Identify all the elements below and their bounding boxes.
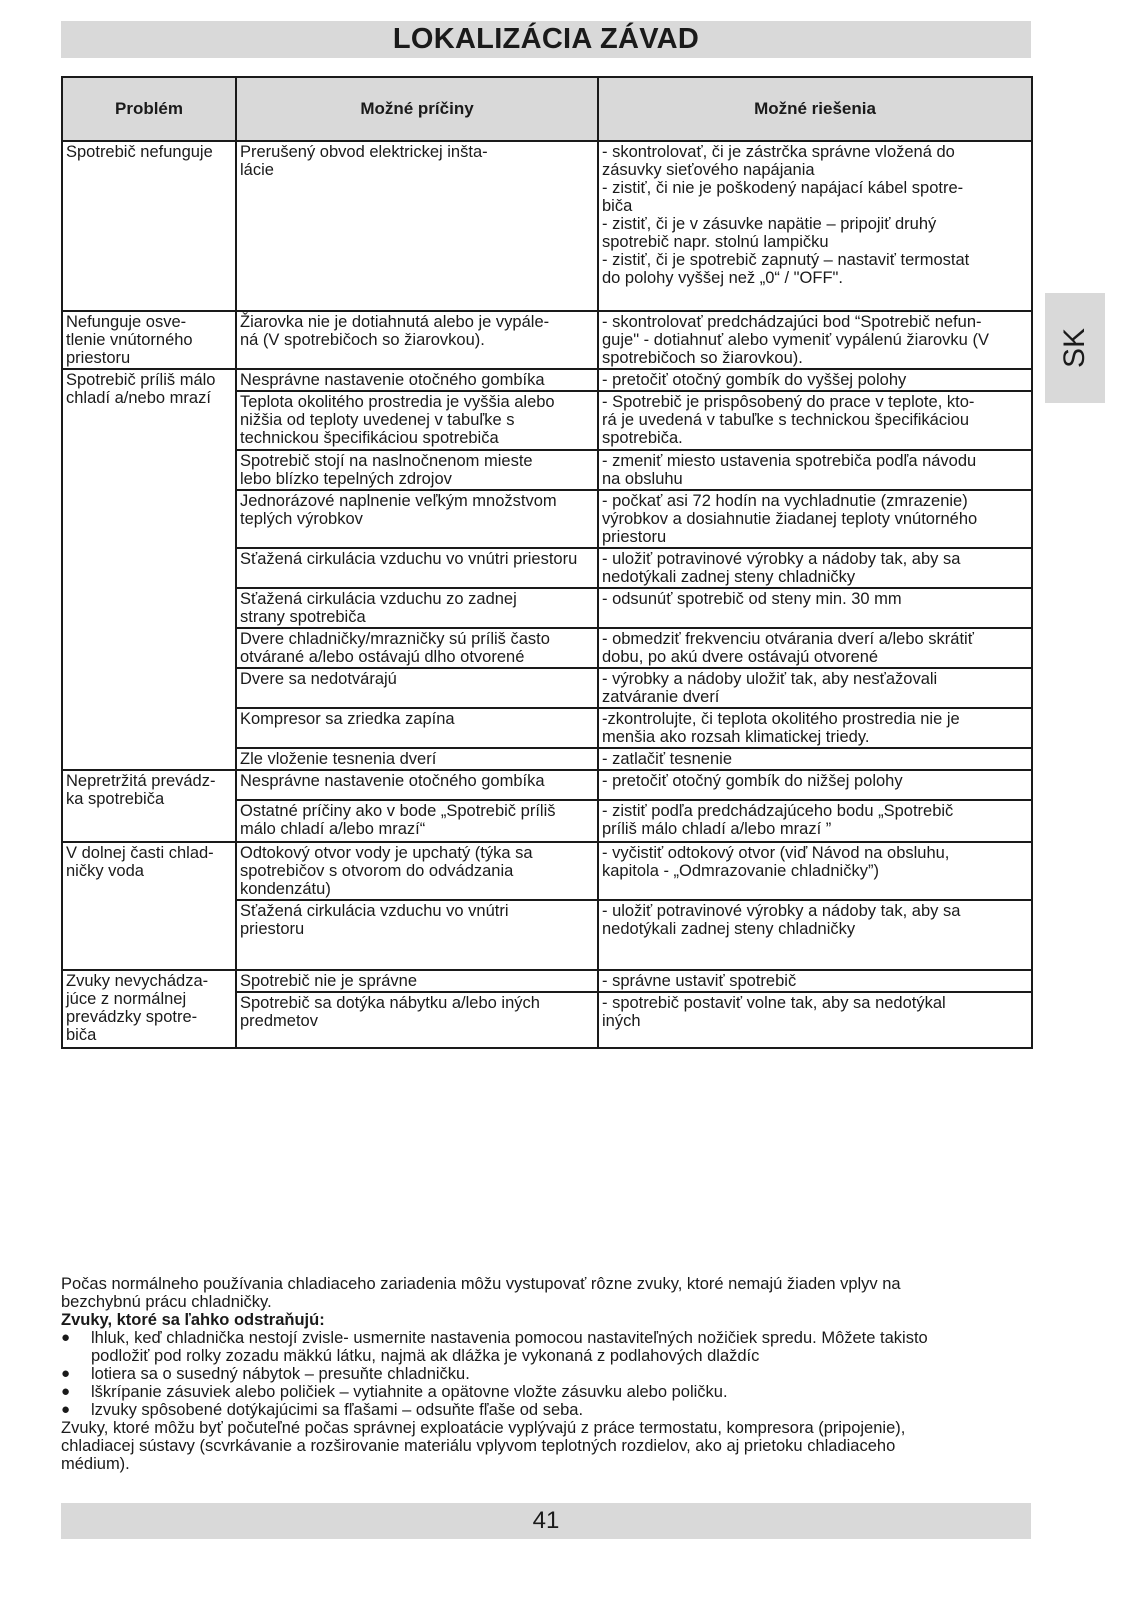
- bullet-icon: ●: [61, 1383, 71, 1400]
- table-row: [62, 842, 1032, 900]
- cell-cause: Teplota okolitého prostredia je vyššia alebo nižšia od teploty uvedenej v tabuľke s technickou špecifikáciou spotrebiča: [236, 391, 598, 450]
- cell-cause: Sťažená cirkulácia vzduchu zo zadnej strany spotrebiča: [236, 588, 598, 628]
- cell-cause: Sťažená cirkulácia vzduchu vo vnútri priestoru: [236, 900, 598, 970]
- cell-problem: V dolnej časti chlad- ničky voda: [62, 842, 236, 970]
- list-item: [61, 1383, 1041, 1401]
- cell-cause: Ostatné príčiny ako v bode „Spotrebič príliš málo chladí a/lebo mrazí“: [236, 800, 598, 842]
- cell-solution: - spotrebič postaviť volne tak, aby sa nedotýkal iných: [598, 992, 1032, 1048]
- cell-problem: Nepretržitá prevádz- ka spotrebiča: [62, 770, 236, 842]
- cell-solution: - obmedziť frekvenciu otvárania dverí a/lebo skrátiť dobu, po akú dvere ostávajú otvorené: [598, 628, 1032, 668]
- table-body: [62, 141, 1032, 1048]
- table-row: [62, 770, 1032, 800]
- cell-solution: - počkať asi 72 hodín na vychladnutie (zmrazenie) výrobkov a dosiahnutie žiadanej teploty vnútorného priestoru: [598, 490, 1032, 548]
- cell-solution: - uložiť potravinové výrobky a nádoby tak, aby sa nedotýkali zadnej steny chladničky: [598, 548, 1032, 588]
- header-problem: Problém: [62, 77, 236, 141]
- cell-solution: - vyčistiť odtokový otvor (viď Návod na obsluhu, kapitola - „Odmrazovanie chladničky”): [598, 842, 1032, 900]
- cell-solution: - uložiť potravinové výrobky a nádoby tak, aby sa nedotýkali zadnej steny chladničky: [598, 900, 1032, 970]
- header-solutions: Možné riešenia: [598, 77, 1032, 141]
- cell-cause: Dvere chladničky/mrazničky sú príliš často otvárané a/lebo ostávajú dlho otvorené: [236, 628, 598, 668]
- list-item-text: lškrípanie zásuviek alebo poličiek – vytiahnite a opätovne vložte zásuvku alebo poličku.: [91, 1383, 728, 1401]
- cell-cause: Jednorázové naplnenie veľkým množstvom teplých výrobkov: [236, 490, 598, 548]
- table-header-row: [62, 77, 1032, 141]
- bullet-icon: ●: [61, 1329, 71, 1346]
- cell-problem: Zvuky nevychádza- júce z normálnej prevádzky spotre- biča: [62, 970, 236, 1048]
- cell-solution: - Spotrebič je prispôsobený do prace v teplote, kto- rá je uvedená v tabuľke s technickou špecifikáciou spotrebiča.: [598, 391, 1032, 450]
- cell-solution: - zatlačiť tesnenie: [598, 748, 1032, 770]
- cell-cause: Žiarovka nie je dotiahnutá alebo je vypále- ná (V spotrebičoch so žiarovkou).: [236, 311, 598, 369]
- cell-solution: - výrobky a nádoby uložiť tak, aby nesťažovali zatváranie dverí: [598, 668, 1032, 708]
- cell-cause: Zle vloženie tesnenia dverí: [236, 748, 598, 770]
- cell-solution: - správne ustaviť spotrebič: [598, 970, 1032, 992]
- footer-closing: Zvuky, ktoré môžu byť počuteľné počas správnej exploatácie vyplývajú z práce termostatu, kompresora (pripojenie), chladiacej sústavy (scvrkávanie a rozširovanie materiálu vplyvom teplotných rozdielov, ako aj prietoku chladiaceho médium).: [61, 1419, 906, 1473]
- language-tab: [1045, 293, 1105, 403]
- footer-intro: Počas normálneho používania chladiaceho zariadenia môžu vystupovať rôzne zvuky, ktoré nemajú žiaden vplyv na bezchybnú prácu chladničky.: [61, 1275, 901, 1311]
- page-title: LOKALIZÁCIA ZÁVAD: [392, 23, 700, 55]
- troubleshooting-table: [61, 76, 1033, 1049]
- table-row: [62, 970, 1032, 992]
- cell-solution: - skontrolovať, či je zástrčka správne vložená do zásuvky sieťového napájania - zistiť, či nie je poškodený napájací kábel spotre- biča - zistiť, či je v zásuvke napätie – pripojiť druhý spotrebič napr. stolnú lampičku - zistiť, či je spotrebič zapnutý – nastaviť termostat do polohy vyššej než „0“ / "OFF".: [598, 141, 1032, 311]
- title-bar: [61, 21, 1031, 58]
- page-number-bar: [61, 1503, 1031, 1539]
- footer-subheading-text: Zvuky, ktoré sa ľahko odstraňujú:: [61, 1311, 325, 1329]
- header-causes: Možné príčiny: [236, 77, 598, 141]
- cell-cause: Spotrebič nie je správne: [236, 970, 598, 992]
- cell-cause: Prerušený obvod elektrickej inšta- lácie: [236, 141, 598, 311]
- cell-cause: Spotrebič sa dotýka nábytku a/lebo iných predmetov: [236, 992, 598, 1048]
- bullet-icon: ●: [61, 1401, 71, 1418]
- list-item: [61, 1329, 1041, 1365]
- table-row: [62, 311, 1032, 369]
- cell-cause: Spotrebič stojí na naslnočnenom mieste lebo blízko tepelných zdrojov: [236, 450, 598, 490]
- cell-solution: - zmeniť miesto ustavenia spotrebiča podľa návodu na obsluhu: [598, 450, 1032, 490]
- cell-cause: Nesprávne nastavenie otočného gombíka: [236, 770, 598, 800]
- language-tab-label: SK: [1058, 327, 1091, 369]
- cell-solution: -zkontrolujte, či teplota okolitého prostredia nie je menšia ako rozsah klimatickej triedy.: [598, 708, 1032, 748]
- footer-notes: [61, 1275, 1041, 1473]
- cell-solution: - pretočiť otočný gombík do nižšej polohy: [598, 770, 1032, 800]
- cell-problem: Spotrebič nefunguje: [62, 141, 236, 311]
- footer-subheading: [61, 1311, 1041, 1329]
- list-item: [61, 1365, 1041, 1383]
- table-row: [62, 369, 1032, 391]
- cell-cause: Kompresor sa zriedka zapína: [236, 708, 598, 748]
- cell-solution: - odsunúť spotrebič od steny min. 30 mm: [598, 588, 1032, 628]
- bullet-icon: ●: [61, 1365, 71, 1382]
- list-item-text: lotiera sa o susedný nábytok – presuňte chladničku.: [91, 1365, 470, 1383]
- cell-cause: Nesprávne nastavenie otočného gombíka: [236, 369, 598, 391]
- cell-solution: - skontrolovať predchádzajúci bod “Spotrebič nefun- guje" - dotiahnuť alebo vymeniť vypálenú žiarovku (V spotrebičoch so žiarovkou).: [598, 311, 1032, 369]
- table-row: [62, 141, 1032, 311]
- cell-solution: - zistiť podľa predchádzajúceho bodu „Spotrebič príliš málo chladí a/lebo mrazí ”: [598, 800, 1032, 842]
- list-item-text: lzvuky spôsobené dotýkajúcimi sa fľašami – odsuňte fľaše od seba.: [91, 1401, 584, 1419]
- cell-cause: Dvere sa nedotvárajú: [236, 668, 598, 708]
- cell-cause: Odtokový otvor vody je upchatý (týka sa spotrebičov s otvorom do odvádzania kondenzátu): [236, 842, 598, 900]
- list-item-text: lhluk, keď chladnička nestojí zvisle- usmernite nastavenia pomocou nastaviteľných nožičiek spredu. Môžete takisto podložiť pod rolky zozadu mäkkú látku, najmä ak dlážka je vykonaná z podlahových dlaždíc: [91, 1329, 928, 1365]
- cell-problem: Spotrebič príliš málo chladí a/nebo mrazí: [62, 369, 236, 770]
- page-number: 41: [532, 1507, 560, 1534]
- cell-problem: Nefunguje osve- tlenie vnútorného priestoru: [62, 311, 236, 369]
- list-item: [61, 1401, 1041, 1419]
- cell-cause: Sťažená cirkulácia vzduchu vo vnútri priestoru: [236, 548, 598, 588]
- noise-list: [61, 1329, 1041, 1419]
- cell-solution: - pretočiť otočný gombík do vyššej polohy: [598, 369, 1032, 391]
